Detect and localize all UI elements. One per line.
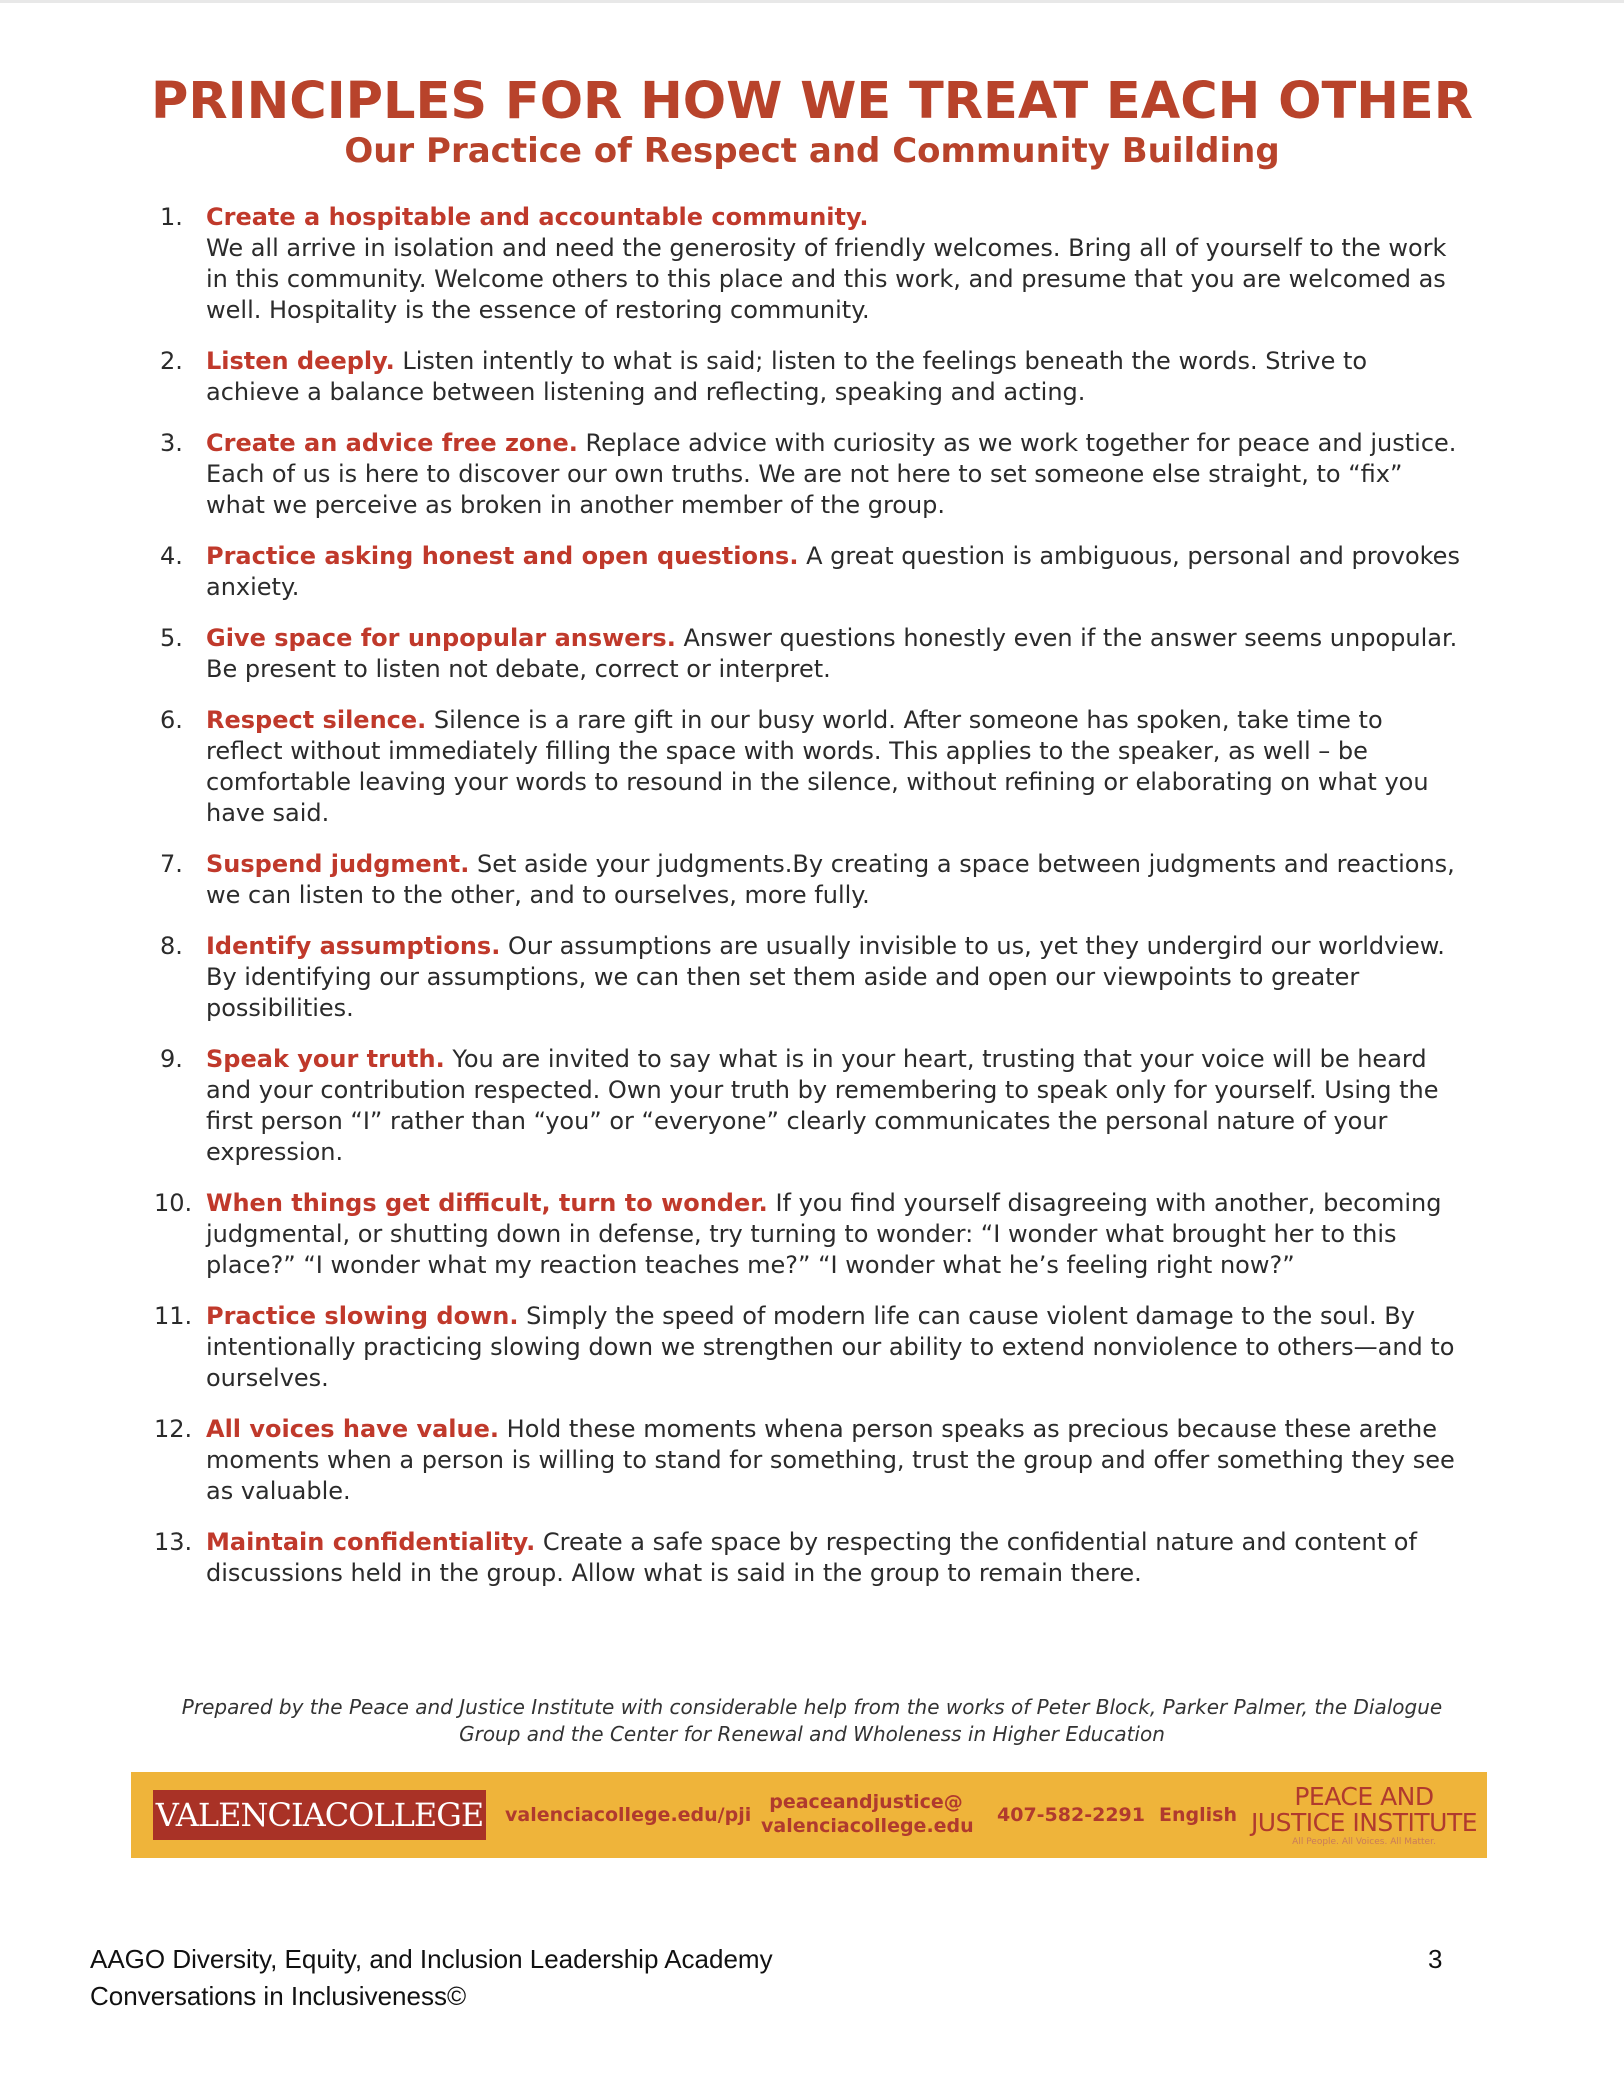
- footer-line2: Conversations in Inclusiveness©: [90, 1981, 467, 2011]
- principle-number: 7.: [160, 850, 183, 878]
- principle-number: 1.: [160, 203, 183, 231]
- principle-heading: Practice slowing down.: [206, 1302, 519, 1330]
- principle-item: [160, 428, 1460, 521]
- principle-item: [154, 1301, 1460, 1394]
- principle-body: Hold these moments whena person speaks as precious because these arethe moments when a person is willing to stand for something, trust the group and offer something they see as valuable.: [206, 1415, 1455, 1505]
- pji-logo: [1249, 1784, 1479, 1848]
- principle-number: 3.: [160, 429, 183, 457]
- credit-note: Prepared by the Peace and Justice Institute with considerable help from the works of Peter Block, Parker Palmer, the Dialogue Group and the Center for Renewal and Wholeness in Higher Education: [181, 1695, 1443, 1746]
- principle-item: [154, 1527, 1460, 1589]
- website-link[interactable]: valenciacollege.edu/pji: [505, 1804, 752, 1826]
- footer-banner: [131, 1772, 1487, 1858]
- principle-heading: Respect silence.: [206, 706, 427, 734]
- principle-heading: When things get difficult, turn to wonder.: [206, 1189, 768, 1217]
- footer-line1: AAGO Diversity, Equity, and Inclusion Leadership Academy: [90, 1944, 773, 1974]
- principle-body: A great question is ambiguous, personal and provokes anxiety.: [206, 542, 1460, 601]
- principle-item: [154, 1188, 1460, 1281]
- pji-logo-line1: PEACE AND: [1294, 1782, 1434, 1811]
- principle-heading: Practice asking honest and open questions.: [206, 542, 799, 570]
- principle-item: [160, 931, 1460, 1024]
- principle-item: [160, 849, 1460, 911]
- principle-heading: All voices have value.: [206, 1415, 499, 1443]
- principle-number: 12.: [154, 1415, 193, 1443]
- principle-number: 11.: [154, 1302, 193, 1330]
- principle-heading: Give space for unpopular answers.: [206, 624, 676, 652]
- principle-number: 8.: [160, 932, 183, 960]
- principle-heading: Suspend judgment.: [206, 850, 470, 878]
- document-footer: [90, 1941, 773, 2015]
- page-subtitle: Our Practice of Respect and Community Building: [344, 131, 1280, 171]
- phone-number: 407-582-2291: [997, 1804, 1145, 1826]
- principle-number: 6.: [160, 706, 183, 734]
- principle-number: 2.: [160, 347, 183, 375]
- principle-item: [160, 623, 1460, 685]
- principle-item: [160, 1044, 1460, 1168]
- page-title: PRINCIPLES FOR HOW WE TREAT EACH OTHER: [150, 72, 1474, 131]
- principle-body: Our assumptions are usually invisible to us, yet they undergird our worldview. By identifying our assumptions, we can then set them aside and open our viewpoints to greater possibilities.: [206, 932, 1445, 1022]
- principle-number: 10.: [154, 1189, 193, 1217]
- principle-heading: Create a hospitable and accountable community.: [206, 203, 869, 231]
- principle-item: [154, 1414, 1460, 1507]
- principle-number: 9.: [160, 1045, 183, 1073]
- pji-tagline: All People. All Voices. All Matter.: [1292, 1837, 1436, 1847]
- email-link-line2[interactable]: valenciacollege.edu: [761, 1815, 974, 1837]
- principle-item: [160, 346, 1460, 408]
- principle-body: Listen intently to what is said; listen to the feelings beneath the words. Strive to achieve a balance between listening and reflecting, speaking and acting.: [206, 347, 1368, 406]
- principle-item: [160, 705, 1460, 829]
- principle-number: 4.: [160, 542, 183, 570]
- principle-item: [160, 541, 1460, 603]
- principle-heading: Listen deeply.: [206, 347, 395, 375]
- principle-heading: Maintain confidentiality.: [206, 1528, 536, 1556]
- email-link-line1[interactable]: peaceandjustice@: [769, 1791, 963, 1813]
- principle-body: Create a safe space by respecting the confidential nature and content of discussions held in the group. Allow what is said in the group to remain there.: [206, 1528, 1417, 1587]
- principle-body: Silence is a rare gift in our busy world. After someone has spoken, take time to reflect without immediately filling the space with words. This applies to the speaker, as well – be comfortable leaving your words to resound in the silence, without refining or elaborating on what you have said.: [206, 706, 1429, 827]
- principle-item: [160, 202, 1460, 326]
- principle-number: 13.: [154, 1528, 193, 1556]
- principle-body: You are invited to say what is in your heart, trusting that your voice will be heard and your contribution respected. Own your truth by remembering to speak only for yourself. Using the first person “I” rather than “you” or “everyone” clearly communicates the personal nature of your expression.: [206, 1045, 1439, 1166]
- principle-body: Simply the speed of modern life can cause violent damage to the soul. By intentionally practicing slowing down we strengthen our ability to extend nonviolence to others—and to ourselves.: [206, 1302, 1455, 1392]
- page-number: 3: [1428, 1944, 1443, 1974]
- principles-list: [154, 202, 1460, 1609]
- valencia-college-logo[interactable]: VALENCIACOLLEGE: [153, 1790, 486, 1840]
- principle-body: Set aside your judgments.By creating a space between judgments and reactions, we can listen to the other, and to ourselves, more fully.: [206, 850, 1455, 909]
- top-divider: [0, 0, 1624, 3]
- principle-body: Replace advice with curiosity as we work together for peace and justice. Each of us is here to discover our own truths. We are not here to set someone else straight, to “fix” what we perceive as broken in another member of the group.: [206, 429, 1457, 519]
- principle-heading: Identify assumptions.: [206, 932, 501, 960]
- language-link[interactable]: English: [1159, 1804, 1237, 1826]
- principle-number: 5.: [160, 624, 183, 652]
- principle-heading: Speak your truth.: [206, 1045, 445, 1073]
- pji-logo-line2: JUSTICE INSTITUTE: [1250, 1808, 1478, 1837]
- principle-body: If you find yourself disagreeing with another, becoming judgmental, or shutting down in defense, try turning to wonder: “I wonder what brought her to this place?” “I wonder what my reaction teaches me?” “I wonder what he’s feeling right now?”: [206, 1189, 1442, 1279]
- principle-body: Answer questions honestly even if the answer seems unpopular. Be present to listen not debate, correct or interpret.: [206, 624, 1458, 683]
- principle-body: We all arrive in isolation and need the generosity of friendly welcomes. Bring all of yourself to the work in this community. Welcome others to this place and this work, and presume that you are welcomed as well. Hospitality is the essence of restoring community.: [206, 234, 1447, 324]
- principle-heading: Create an advice free zone.: [206, 429, 578, 457]
